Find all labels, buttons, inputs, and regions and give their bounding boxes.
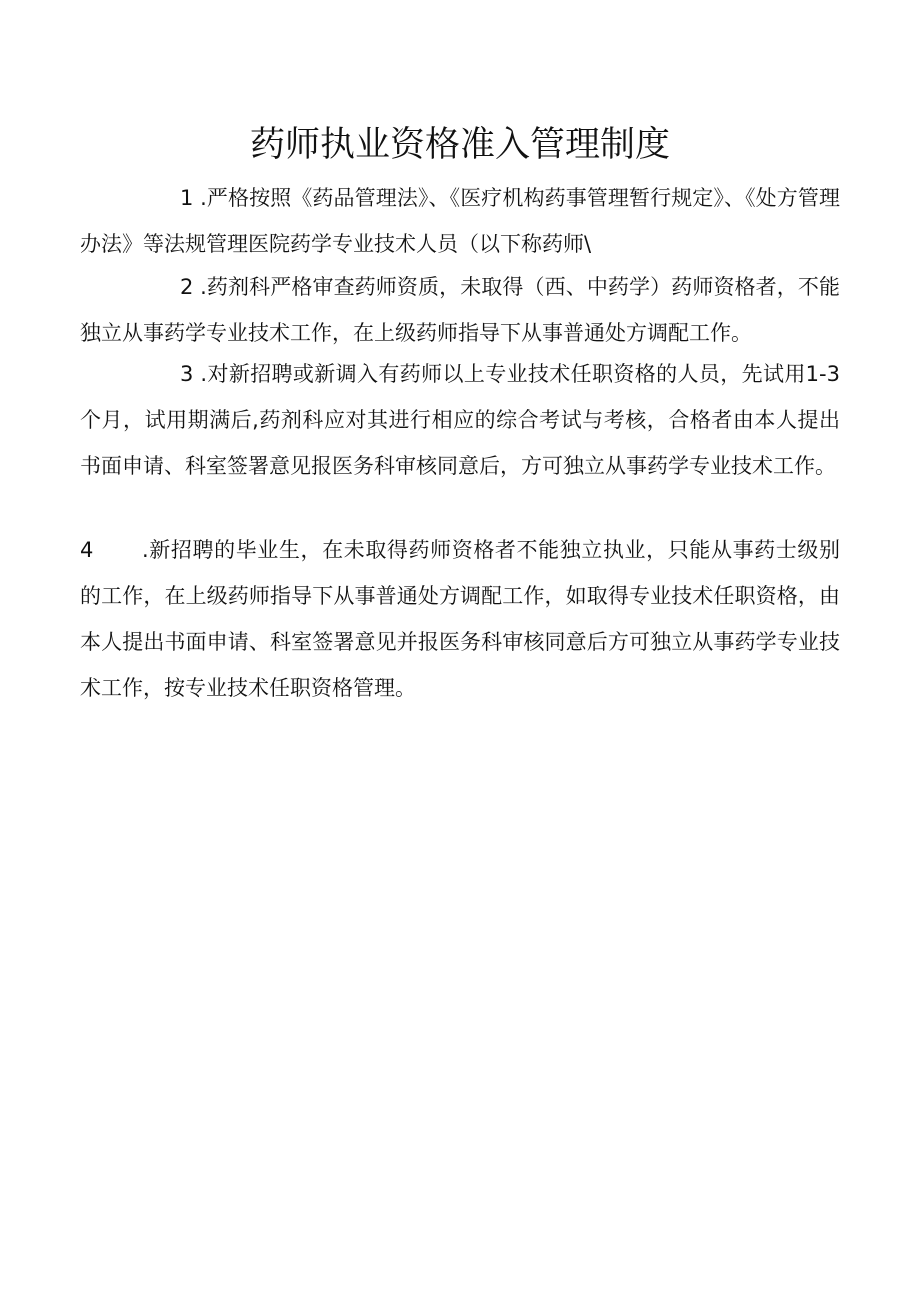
paragraph-text: .严格按照《药品管理法》、《医疗机构药事管理暂行规定》、《处方管理办法》等法规管理医院药学专业技术人员（以下称药师\ (80, 186, 840, 256)
paragraph-text: .新招聘的毕业生，在未取得药师资格者不能独立执业，只能从事药士级别的工作，在上级药师指导下从事普通处方调配工作，如取得专业技术任职资格，由本人提出书面申请、科室签署意见并报医务科审核同意后方可独立从事药学专业技术工作，按专业技术任职资格管理。 (80, 538, 840, 700)
paragraph-3 (80, 351, 840, 489)
paragraph-2 (80, 264, 840, 356)
paragraph-4 (80, 527, 840, 711)
paragraph-number: 3 (180, 362, 194, 386)
paragraph-number: 2 (180, 275, 194, 299)
document-title: 药师执业资格准入管理制度 (249, 125, 670, 165)
paragraph-1 (80, 175, 840, 267)
paragraph-text: .对新招聘或新调入有药师以上专业技术任职资格的人员，先试用1-3个月，试用期满后,药剂科应对其进行相应的综合考试与考核，合格者由本人提出书面申请、科室签署意见报医务科审核同意后，方可独立从事药学专业技术工作。 (80, 362, 840, 478)
paragraph-text: .药剂科严格审查药师资质，未取得（西、中药学）药师资格者，不能独立从事药学专业技术工作，在上级药师指导下从事普通处方调配工作。 (80, 275, 840, 345)
paragraph-number: 4 (80, 538, 94, 562)
paragraph-number: 1 (180, 186, 194, 210)
